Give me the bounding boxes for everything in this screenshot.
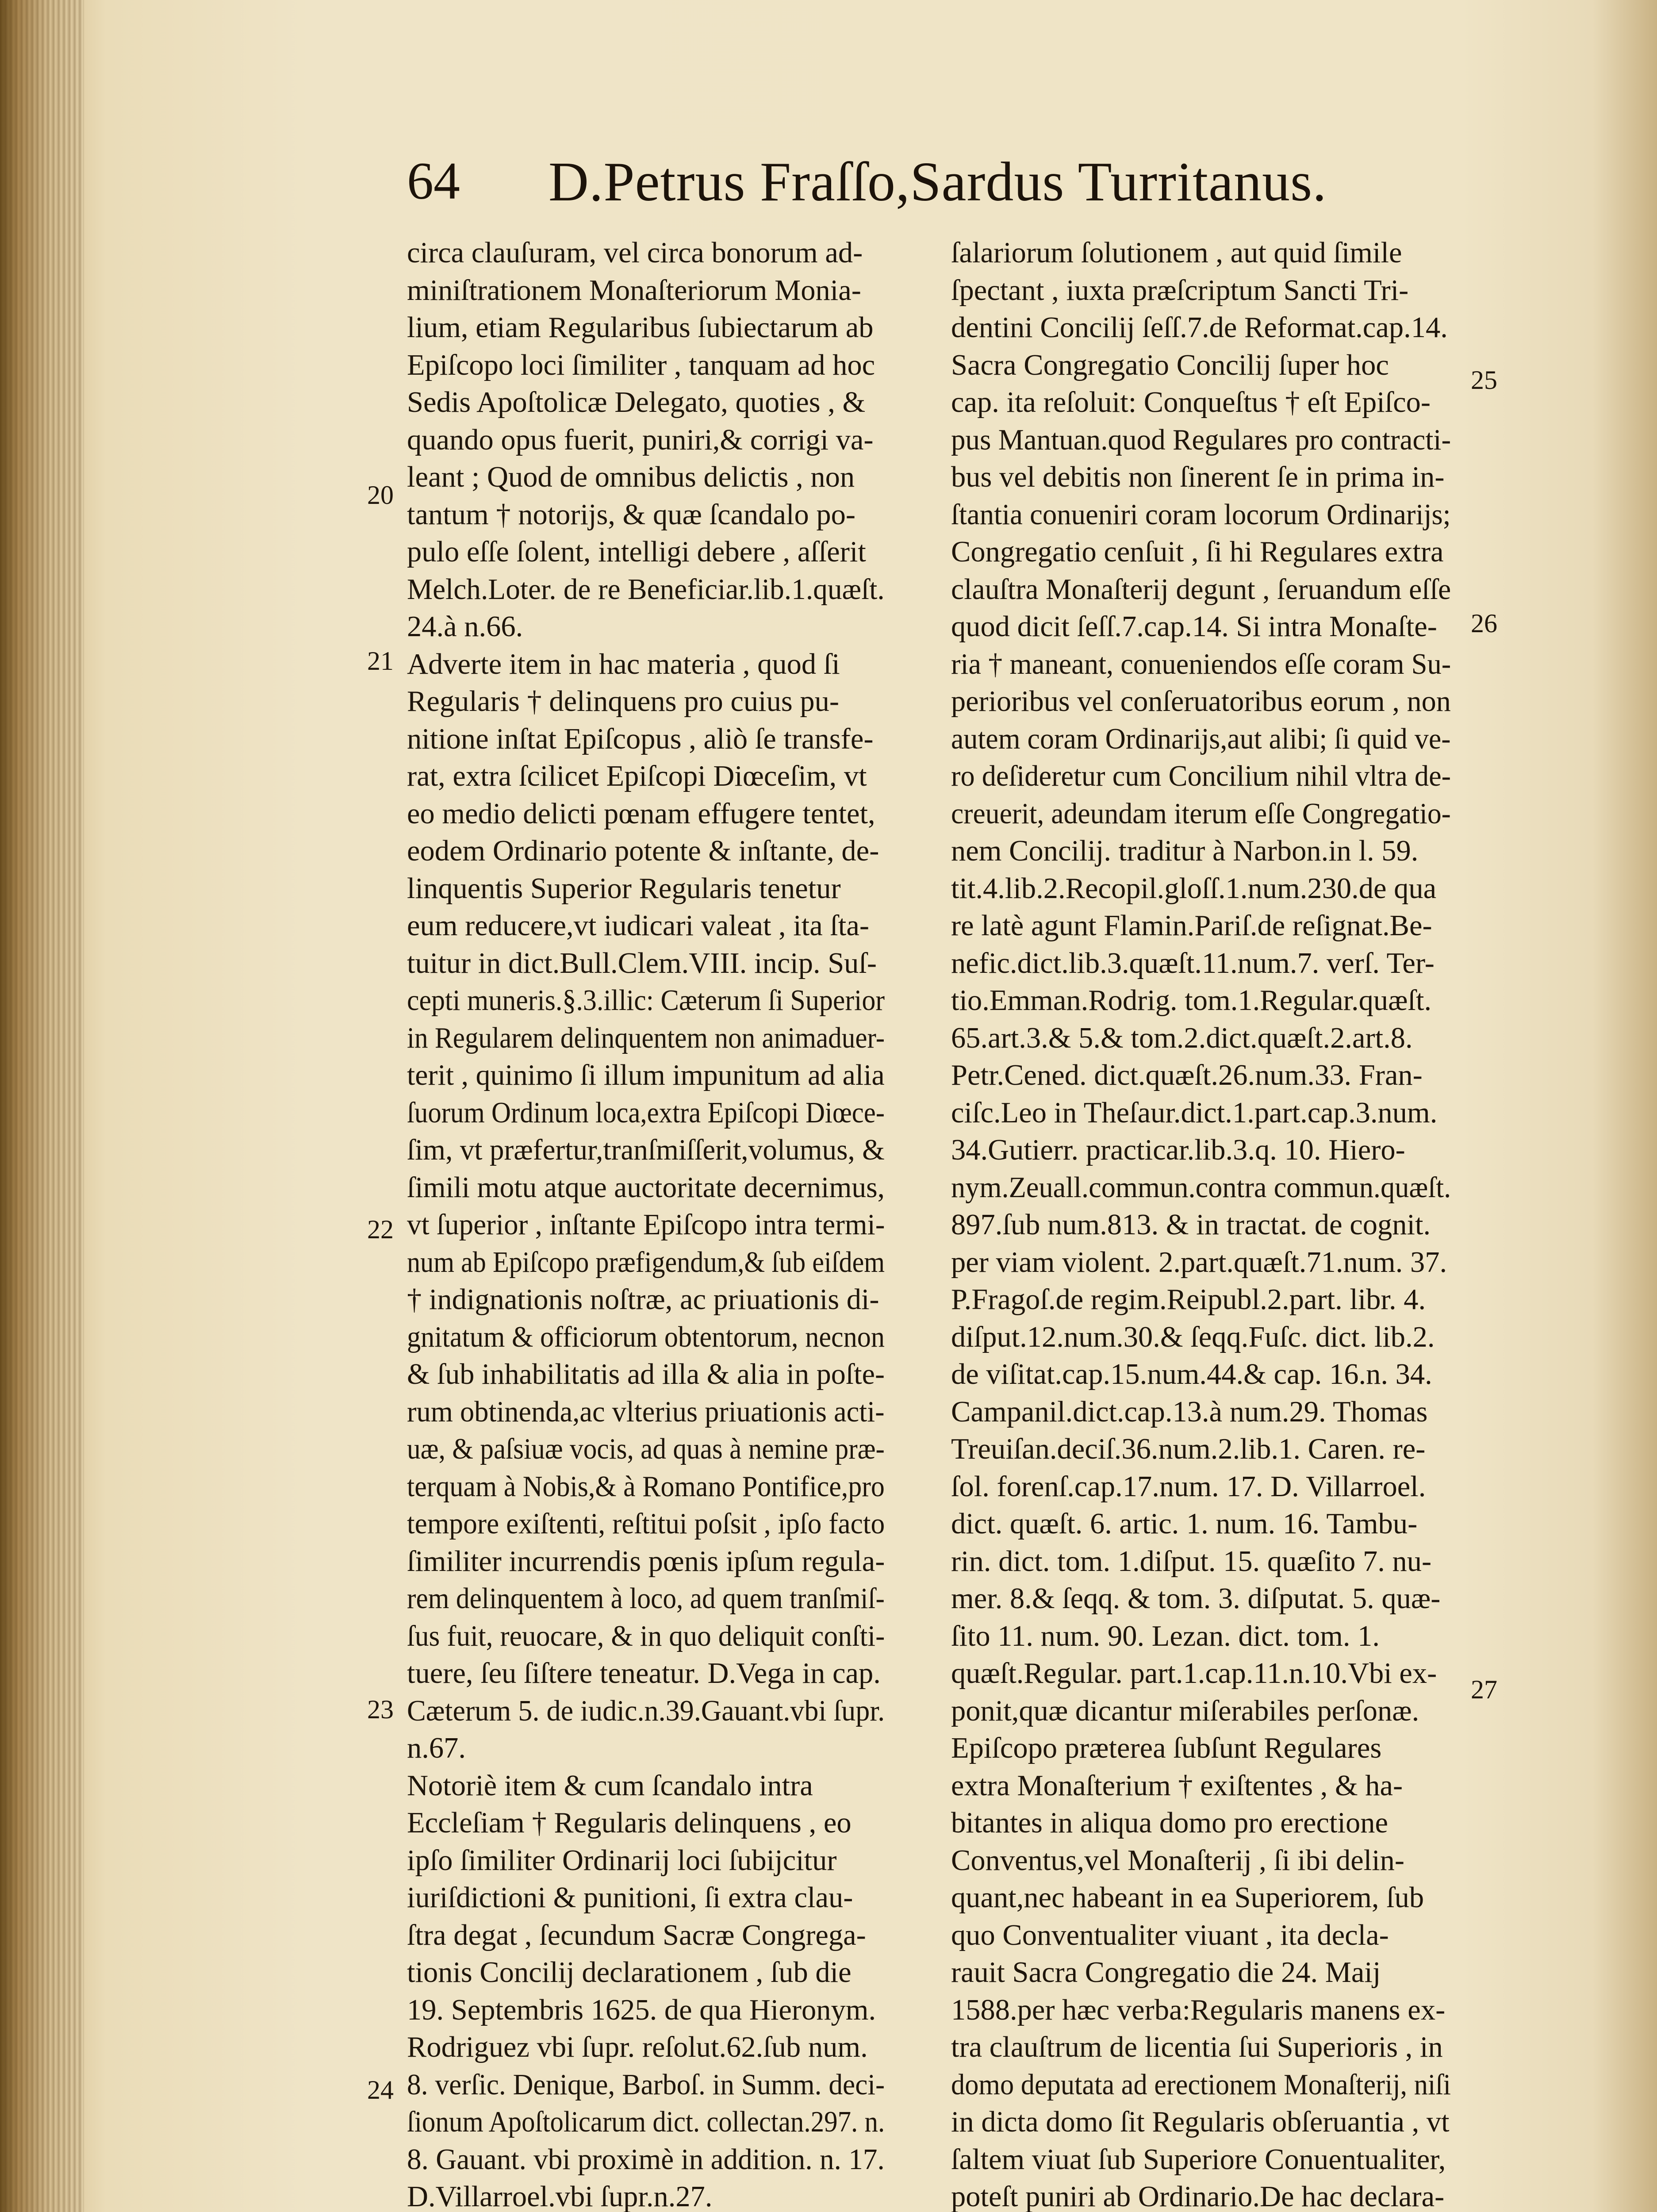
text-line: Treuiſan.deciſ.36.num.2.lib.1. Caren. re-: [951, 1433, 1426, 1465]
text-line: per viam violent. 2.part.quæſt.71.num. 37.: [951, 1246, 1447, 1279]
text-line: Petr.Cened. dict.quæſt.26.num.33. Fran-: [951, 1059, 1423, 1091]
text-line: 19. Septembris 1625. de qua Hieronym.: [407, 1993, 876, 2026]
text-line: dentini Concilij ſeſſ.7.de Reformat.cap.14.: [951, 311, 1448, 344]
text-line: ſus fuit, reuocare, & in quo deliquit conſti-: [407, 1620, 885, 1652]
text-line: pulo eſſe ſolent, intelligi debere , aſſerit: [407, 536, 866, 568]
text-line: linquentis Superior Regularis tenetur: [407, 872, 841, 905]
text-line: ſalariorum ſolutionem , aut quid ſimile: [951, 237, 1402, 269]
margin-number: 26: [1471, 609, 1497, 638]
text-line: ſim, vt præfertur,tranſmiſſerit,volumus, &: [407, 1134, 885, 1166]
text-line: 24.à n.66.: [407, 611, 523, 643]
text-line: vt ſuperior , inſtante Epiſcopo intra termi-: [407, 1209, 885, 1241]
text-line: gnitatum & officiorum obtentorum, necnon: [407, 1321, 885, 1353]
text-line: Congregatio cenſuit , ſi hi Regulares extra: [951, 536, 1444, 568]
text-line: quo Conventualiter viuant , ita decla-: [951, 1919, 1389, 1951]
text-line: quant,nec habeant in ea Superiorem, ſub: [951, 1882, 1424, 1914]
text-line: tempore exiſtenti, reſtitui poſsit , ipſo facto: [407, 1508, 885, 1540]
text-line: ſtantia conueniri coram locorum Ordinarijs;: [951, 498, 1451, 531]
text-line: ſionum Apoſtolicarum dict. collectan.297. n.: [407, 2106, 885, 2138]
text-line: eodem Ordinario potente & inſtante, de-: [407, 835, 879, 867]
text-line: rem delinquentem à loco, ad quem tranſmiſ-: [407, 1582, 885, 1615]
text-line: miniſtrationem Monaſteriorum Monia-: [407, 274, 861, 307]
text-line: mer. 8.& ſeqq. & tom. 3. diſputat. 5. quæ-: [951, 1582, 1441, 1615]
text-line: 8. verſic. Denique, Barboſ. in Summ. deci-: [407, 2068, 885, 2101]
text-line: 8. Gauant. vbi proximè in addition. n. 17.: [407, 2143, 885, 2176]
text-line: poteſt puniri ab Ordinario.De hac declara-: [951, 2181, 1445, 2212]
text-line: 34.Gutierr. practicar.lib.3.q. 10. Hiero-: [951, 1134, 1405, 1166]
text-line: num ab Epiſcopo præfigendum,& ſub eiſdem: [407, 1246, 885, 1279]
text-line: lium, etiam Regularibus ſubiectarum ab: [407, 311, 874, 344]
text-line: 897.ſub num.813. & in tractat. de cognit.: [951, 1209, 1431, 1241]
text-line: rin. dict. tom. 1.diſput. 15. quæſito 7. nu-: [951, 1545, 1432, 1578]
text-line: terquam à Nobis,& à Romano Pontifice,pro: [407, 1470, 885, 1503]
text-line: ponit,quæ dicantur miſerabiles perſonæ.: [951, 1694, 1419, 1727]
text-line: P.Fragoſ.de regim.Reipubl.2.part. libr. 4.: [951, 1283, 1426, 1316]
text-line: Cæterum 5. de iudic.n.39.Gauant.vbi ſupr.: [407, 1694, 885, 1727]
margin-number: 22: [367, 1215, 394, 1244]
text-line: † indignationis noſtræ, ac priuationis di-: [407, 1283, 879, 1316]
text-line: ſaltem viuat ſub Superiore Conuentualiter,: [951, 2143, 1446, 2176]
text-line: quod dicit ſeſſ.7.cap.14. Si intra Monaſte-: [951, 611, 1437, 643]
text-line: tio.Emman.Rodrig. tom.1.Regular.quæſt.: [951, 984, 1432, 1017]
text-line: domo deputata ad erectionem Monaſterij, niſi: [951, 2068, 1451, 2101]
text-line: ſimiliter incurrendis pœnis ipſum regula-: [407, 1545, 885, 1578]
text-line: Adverte item in hac materia , quod ſi: [407, 648, 840, 680]
text-line: bitantes in aliqua domo pro erectione: [951, 1807, 1388, 1839]
text-line: tionis Concilij declarationem , ſub die: [407, 1956, 852, 1989]
text-line: ſito 11. num. 90. Lezan. dict. tom. 1.: [951, 1620, 1380, 1652]
text-line: 65.art.3.& 5.& tom.2.dict.quæſt.2.art.8.: [951, 1022, 1413, 1054]
text-line: uæ, & paſsiuæ vocis, ad quas à nemine præ-: [407, 1433, 885, 1465]
text-line: creuerit, adeundam iterum eſſe Congregatio-: [951, 797, 1451, 830]
text-line: eum reducere,vt iudicari valeat , ita ſta-: [407, 910, 870, 942]
text-line: ſol. forenſ.cap.17.num. 17. D. Villarroel.: [951, 1470, 1426, 1503]
text-line: leant ; Quod de omnibus delictis , non: [407, 461, 855, 493]
text-line: ſimili motu atque auctoritate decernimus,: [407, 1171, 885, 1204]
margin-number: 27: [1471, 1675, 1497, 1704]
text-line: rauit Sacra Congregatio die 24. Maij: [951, 1956, 1381, 1989]
text-line: ciſc.Leo in Theſaur.dict.1.part.cap.3.num.: [951, 1096, 1438, 1129]
text-line: tuere, ſeu ſiſtere teneatur. D.Vega in cap.: [407, 1657, 881, 1690]
text-line: cap. ita reſoluit: Conqueſtus † eſt Epiſco-: [951, 386, 1431, 419]
margin-number: 21: [367, 646, 394, 676]
text-line: Campanil.dict.cap.13.à num.29. Thomas: [951, 1395, 1428, 1428]
text-line: re latè agunt Flamin.Pariſ.de reſignat.Be-: [951, 910, 1432, 942]
text-line: terit , quinimo ſi illum impunitum ad alia: [407, 1059, 885, 1091]
text-line: quando opus fuerit, puniri,& corrigi va-: [407, 423, 874, 456]
running-title: D.Petrus Fraſſo,Sardus Turritanus.: [548, 151, 1327, 213]
margin-number: 24: [367, 2075, 394, 2104]
text-line: tit.4.lib.2.Recopil.gloſſ.1.num.230.de qua: [951, 872, 1437, 905]
text-line: autem coram Ordinarijs,aut alibi; ſi quid ve-: [951, 722, 1451, 755]
text-line: de viſitat.cap.15.num.44.& cap. 16.n. 34.: [951, 1358, 1432, 1390]
text-line: nitione inſtat Epiſcopus , aliò ſe transfe-: [407, 722, 874, 755]
text-line: D.Villarroel.vbi ſupr.n.27.: [407, 2181, 713, 2212]
text-line: Rodriguez vbi ſupr. reſolut.62.ſub num.: [407, 2031, 868, 2063]
text-line: nefic.dict.lib.3.quæſt.11.num.7. verſ. Ter-: [951, 947, 1435, 979]
text-line: tantum † notorijs, & quæ ſcandalo po-: [407, 498, 855, 531]
text-line: ſpectant , iuxta præſcriptum Sancti Tri-: [951, 274, 1409, 307]
text-line: cepti muneris.§.3.illic: Cæterum ſi Superior: [407, 984, 885, 1017]
text-line: rat, extra ſcilicet Epiſcopi Diœceſim, vt: [407, 760, 867, 792]
text-line: diſput.12.num.30.& ſeqq.Fuſc. dict. lib.2.: [951, 1321, 1435, 1353]
margin-number: 23: [367, 1695, 394, 1724]
text-line: Melch.Loter. de re Beneficiar.lib.1.quæſt.: [407, 573, 885, 606]
text-line: Conventus,vel Monaſterij , ſi ibi delin-: [951, 1844, 1405, 1877]
text-line: tuitur in dict.Bull.Clem.VIII. incip. Suſ-: [407, 947, 877, 979]
text-line: quæſt.Regular. part.1.cap.11.n.10.Vbi ex-: [951, 1657, 1437, 1690]
text-line: ria † maneant, conueniendos eſſe coram Su-: [951, 648, 1451, 680]
text-line: n.67.: [407, 1732, 466, 1764]
text-line: Eccleſiam † Regularis delinquens , eo: [407, 1807, 852, 1839]
page-header: [0, 150, 1657, 239]
text-line: circa clauſuram, vel circa bonorum ad-: [407, 237, 863, 269]
right-text-column: [951, 234, 1451, 2212]
page-number: 64: [407, 151, 460, 210]
text-line: 1588.per hæc verba:Regularis manens ex-: [951, 1993, 1446, 2026]
text-line: Epiſcopo præterea ſubſunt Regulares: [951, 1732, 1382, 1764]
text-line: ſuorum Ordinum loca,extra Epiſcopi Diœce-: [407, 1096, 885, 1129]
text-line: dict. quæſt. 6. artic. 1. num. 16. Tambu-: [951, 1508, 1418, 1540]
margin-number: 20: [367, 480, 394, 510]
margin-number: 25: [1471, 365, 1497, 395]
text-line: nem Concilij. traditur à Narbon.in l. 59.: [951, 835, 1419, 867]
text-line: Sacra Congregatio Concilij ſuper hoc: [951, 349, 1389, 381]
text-line: iuriſdictioni & punitioni, ſi extra clau-: [407, 1882, 853, 1914]
text-line: eo medio delicti pœnam effugere tentet,: [407, 797, 875, 830]
text-line: ipſo ſimiliter Ordinarij loci ſubijcitur: [407, 1844, 837, 1877]
text-line: ro deſideretur cum Concilium nihil vltra de-: [951, 760, 1451, 792]
text-line: pus Mantuan.quod Regulares pro contracti-: [951, 423, 1451, 456]
text-line: perioribus vel conſeruatoribus eorum , non: [951, 685, 1451, 718]
text-line: rum obtinenda,ac vlterius priuationis acti-: [407, 1395, 885, 1428]
text-line: extra Monaſterium † exiſtentes , & ha-: [951, 1769, 1403, 1802]
text-line: Regularis † delinquens pro cuius pu-: [407, 685, 840, 718]
text-line: bus vel debitis non ſinerent ſe in prima in-: [951, 461, 1445, 493]
text-line: ſtra degat , ſecundum Sacræ Congrega-: [407, 1919, 866, 1951]
text-line: nym.Zeuall.commun.contra commun.quæſt.: [951, 1171, 1451, 1204]
text-line: tra clauſtrum de licentia ſui Superioris , in: [951, 2031, 1443, 2063]
left-text-column: [407, 234, 885, 2212]
text-line: & ſub inhabilitatis ad illa & alia in poſte-: [407, 1358, 885, 1390]
text-line: clauſtra Monaſterij degunt , ſeruandum eſſe: [951, 573, 1451, 606]
text-line: in dicta domo ſit Regularis obſeruantia , vt: [951, 2106, 1450, 2138]
text-line: Sedis Apoſtolicæ Delegato, quoties , &: [407, 386, 866, 419]
text-line: Epiſcopo loci ſimiliter , tanquam ad hoc: [407, 349, 875, 381]
text-line: Notoriè item & cum ſcandalo intra: [407, 1769, 813, 1802]
text-line: in Regularem delinquentem non animaduer-: [407, 1022, 885, 1054]
